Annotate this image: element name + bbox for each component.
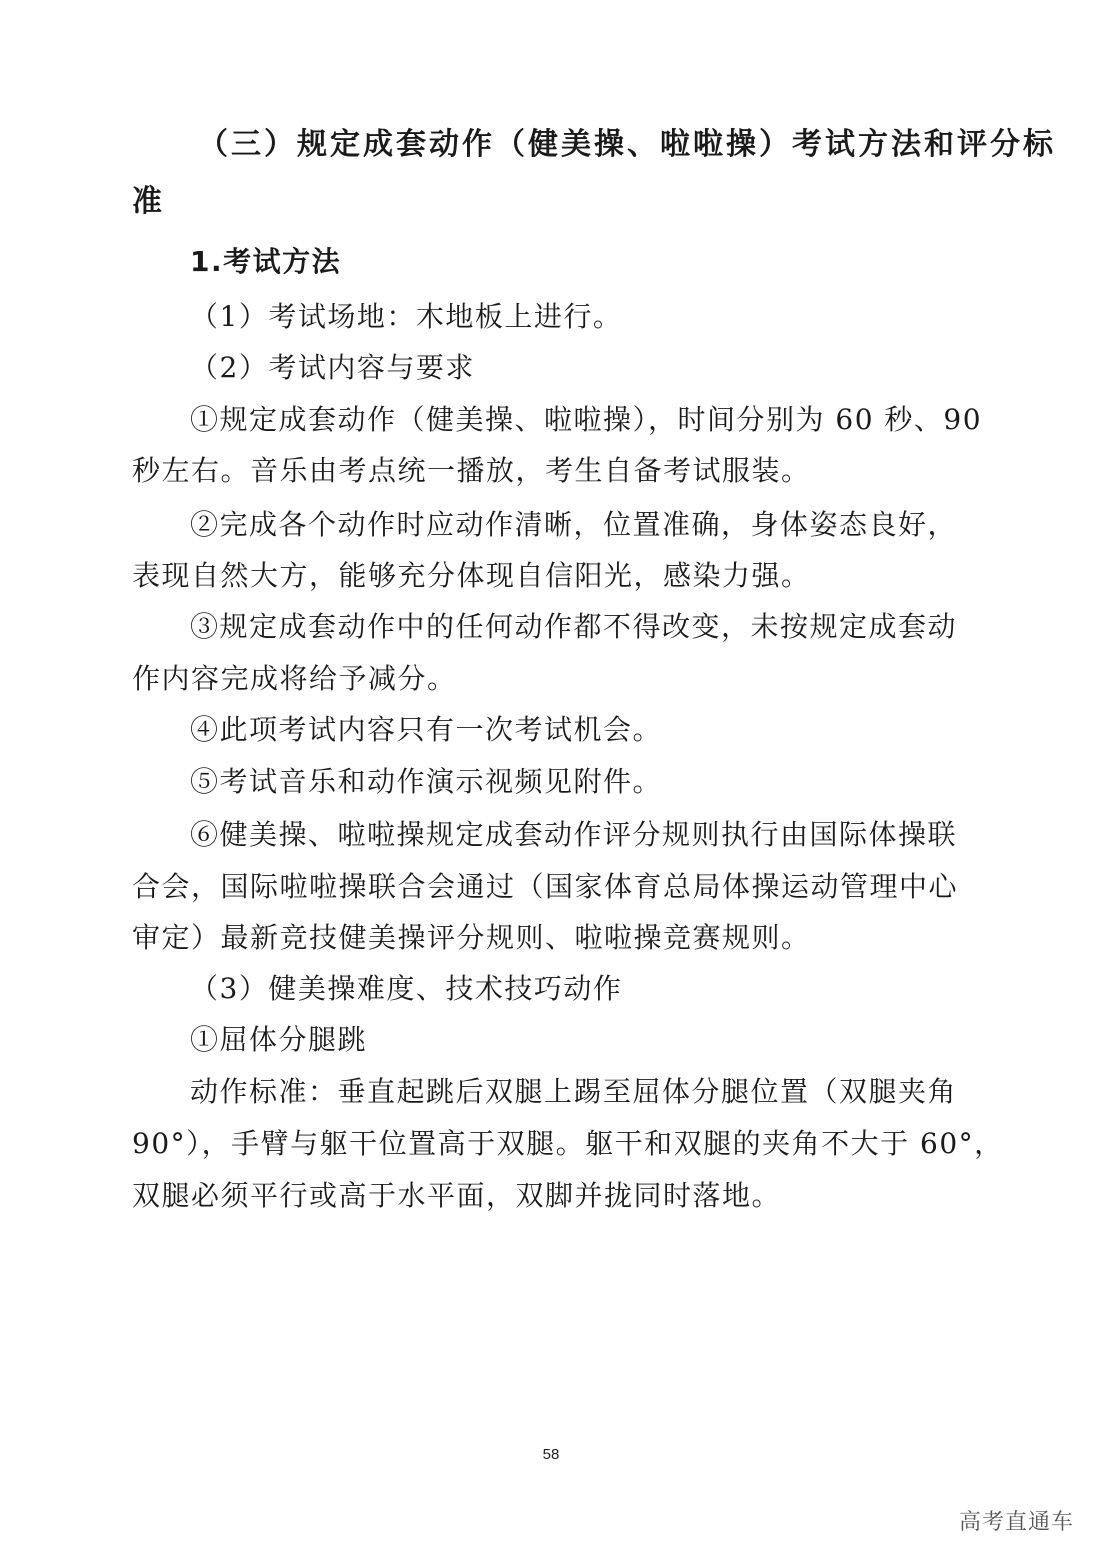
action-standard-line-2: 90°），手臂与躯干位置高于双腿。躯干和双腿的夹角不大于 60°， (132, 1127, 1004, 1160)
item-1-line-2: 秒左右。音乐由考点统一播放，考生自备考试服装。 (132, 454, 811, 487)
exam-method-title: 1.考试方法 (190, 245, 342, 278)
section-heading-line-2: 准 (132, 184, 165, 219)
paragraph-exam-content: （2）考试内容与要求 (190, 351, 475, 384)
paragraph-exam-venue: （1）考试场地：木地板上进行。 (190, 300, 623, 333)
item-2-line-1: ②完成各个动作时应动作清晰，位置准确，身体姿态良好， (190, 508, 958, 541)
paragraph-aerobics-difficulty: （3）健美操难度、技术技巧动作 (190, 972, 623, 1005)
action-standard-line-3: 双腿必须平行或高于水平面，双脚并拢同时落地。 (132, 1179, 782, 1212)
item-5: ⑤考试音乐和动作演示视频见附件。 (190, 765, 663, 798)
item-6-line-3: 审定）最新竞技健美操评分规则、啦啦操竞赛规则。 (132, 921, 811, 954)
watermark-text: 高考直通车 (958, 1510, 1074, 1535)
section-heading-line-1: （三）规定成套动作（健美操、啦啦操）考试方法和评分标 (198, 127, 1056, 162)
action-standard-line-1: 动作标准：垂直起跳后双腿上踢至屈体分腿位置（双腿夹角 (190, 1075, 958, 1108)
item-6-line-2: 合会，国际啦啦操联合会通过（国家体育总局体操运动管理中心 (132, 870, 959, 903)
item-1-line-1: ①规定成套动作（健美操、啦啦操），时间分别为 60 秒、90 (190, 403, 983, 436)
item-2-line-2: 表现自然大方，能够充分体现自信阳光，感染力强。 (132, 559, 811, 592)
page-number: 58 (542, 1446, 560, 1463)
item-6-line-1: ⑥健美操、啦啦操规定成套动作评分规则执行由国际体操联 (190, 818, 958, 851)
item-3-line-2: 作内容完成将给予减分。 (132, 662, 457, 695)
sub-item-pike-straddle-jump: ①屈体分腿跳 (190, 1023, 368, 1056)
item-4: ④此项考试内容只有一次考试机会。 (190, 713, 663, 746)
item-3-line-1: ③规定成套动作中的任何动作都不得改变，未按规定成套动 (190, 610, 958, 643)
